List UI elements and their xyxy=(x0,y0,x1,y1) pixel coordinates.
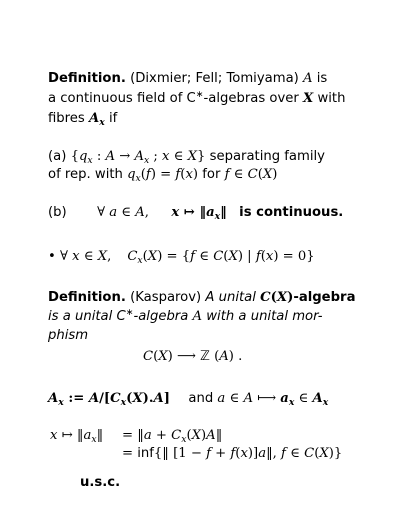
norm-line-2: = inf{‖ [1 − f + f(x)]a‖, f ∈ C(X)} xyxy=(122,446,343,461)
definition-1-line-1 xyxy=(48,71,327,87)
condition-b-label: (b) xyxy=(48,205,67,220)
condition-a-set: {$q_x$ : $A \to A_x$ ; x ∈ X} xyxy=(70,149,206,167)
definition-1-text-a: a continuous field of C xyxy=(48,91,196,106)
definition-1-line-3 xyxy=(48,111,117,127)
norm-line-1-rhs: = ‖a + $C_x(X)A‖$ xyxy=(122,428,223,446)
math-A: A xyxy=(303,71,313,86)
definition-2-heading: Definition. xyxy=(48,290,126,305)
norm-inf: inf xyxy=(137,446,154,461)
math-star: ∗ xyxy=(195,88,204,100)
definition-2-line-1 xyxy=(48,290,355,306)
bullet-line xyxy=(48,249,315,265)
definition-2-line-2 xyxy=(48,306,323,325)
definition-2-phism: phism xyxy=(48,328,89,343)
definition-1-authors: (Dixmier; Fell; Tomiyama) xyxy=(130,71,299,86)
math-A-x: $A_x$ xyxy=(89,111,105,129)
quotient-line xyxy=(48,391,328,407)
quotient-map: a ∈ A ⟼ $a_x$ ∈ $A_x$ xyxy=(217,391,329,409)
condition-a-tail: separating family xyxy=(209,149,325,164)
condition-b-line xyxy=(48,205,343,221)
condition-b-map: x ↦ $‖a_x‖$ xyxy=(171,205,227,223)
definition-1-line-2 xyxy=(48,88,346,107)
definition-1-heading: Definition. xyxy=(48,71,126,86)
math-star-2: ∗ xyxy=(125,306,134,318)
definition-1-with: with xyxy=(317,91,346,106)
definition-2-text-a: is a unital C xyxy=(48,309,126,324)
math-C-X: C(X) xyxy=(260,290,294,305)
definition-2-line-3 xyxy=(48,328,88,344)
condition-b-quantifier: ∀ a ∈ A, xyxy=(97,205,149,220)
bullet-formula: ∀ x ∈ X, $C_x(X) = \{f$ ∈ C(X) | f(x) = 0} xyxy=(59,249,315,267)
condition-a-line-2 xyxy=(48,167,277,183)
definition-1-fibres: fibres xyxy=(48,111,85,126)
condition-a-formula: $q_x(f) = f(x)$ xyxy=(127,167,199,185)
definition-2-text-c: with a unital mor- xyxy=(206,309,323,324)
usc-label: u.s.c. xyxy=(80,475,121,490)
condition-a-line-1 xyxy=(48,149,325,165)
math-A-2: A xyxy=(192,309,203,324)
condition-b-continuous: is continuous. xyxy=(239,205,344,220)
definition-1-is: is xyxy=(316,71,328,86)
norm-line-1: x ↦ $‖a_x‖$ xyxy=(50,428,104,446)
quotient-formula: $A_x$ := $A/[C_x(X).A]$ xyxy=(48,391,170,409)
condition-a-label: (a) xyxy=(48,149,67,164)
definition-2-text-b: -algebra xyxy=(133,309,189,324)
morphism-formula: C(X) ⟶ ℤ (A) . xyxy=(143,349,243,364)
definition-2-algebra: -algebra xyxy=(293,290,356,305)
definition-2-unital: A unital xyxy=(205,290,256,305)
definition-1-text-b: -algebras over xyxy=(203,91,299,106)
definition-1-if: if xyxy=(108,111,118,126)
quotient-and: and xyxy=(188,391,214,406)
definition-2-author: (Kasparov) xyxy=(130,290,202,305)
bullet-icon: • xyxy=(48,249,56,264)
condition-a-text: of rep. with xyxy=(48,167,123,182)
condition-a-for: for xyxy=(202,167,221,182)
condition-a-domain: f ∈ C(X) xyxy=(224,167,278,182)
math-X: X xyxy=(303,91,314,106)
